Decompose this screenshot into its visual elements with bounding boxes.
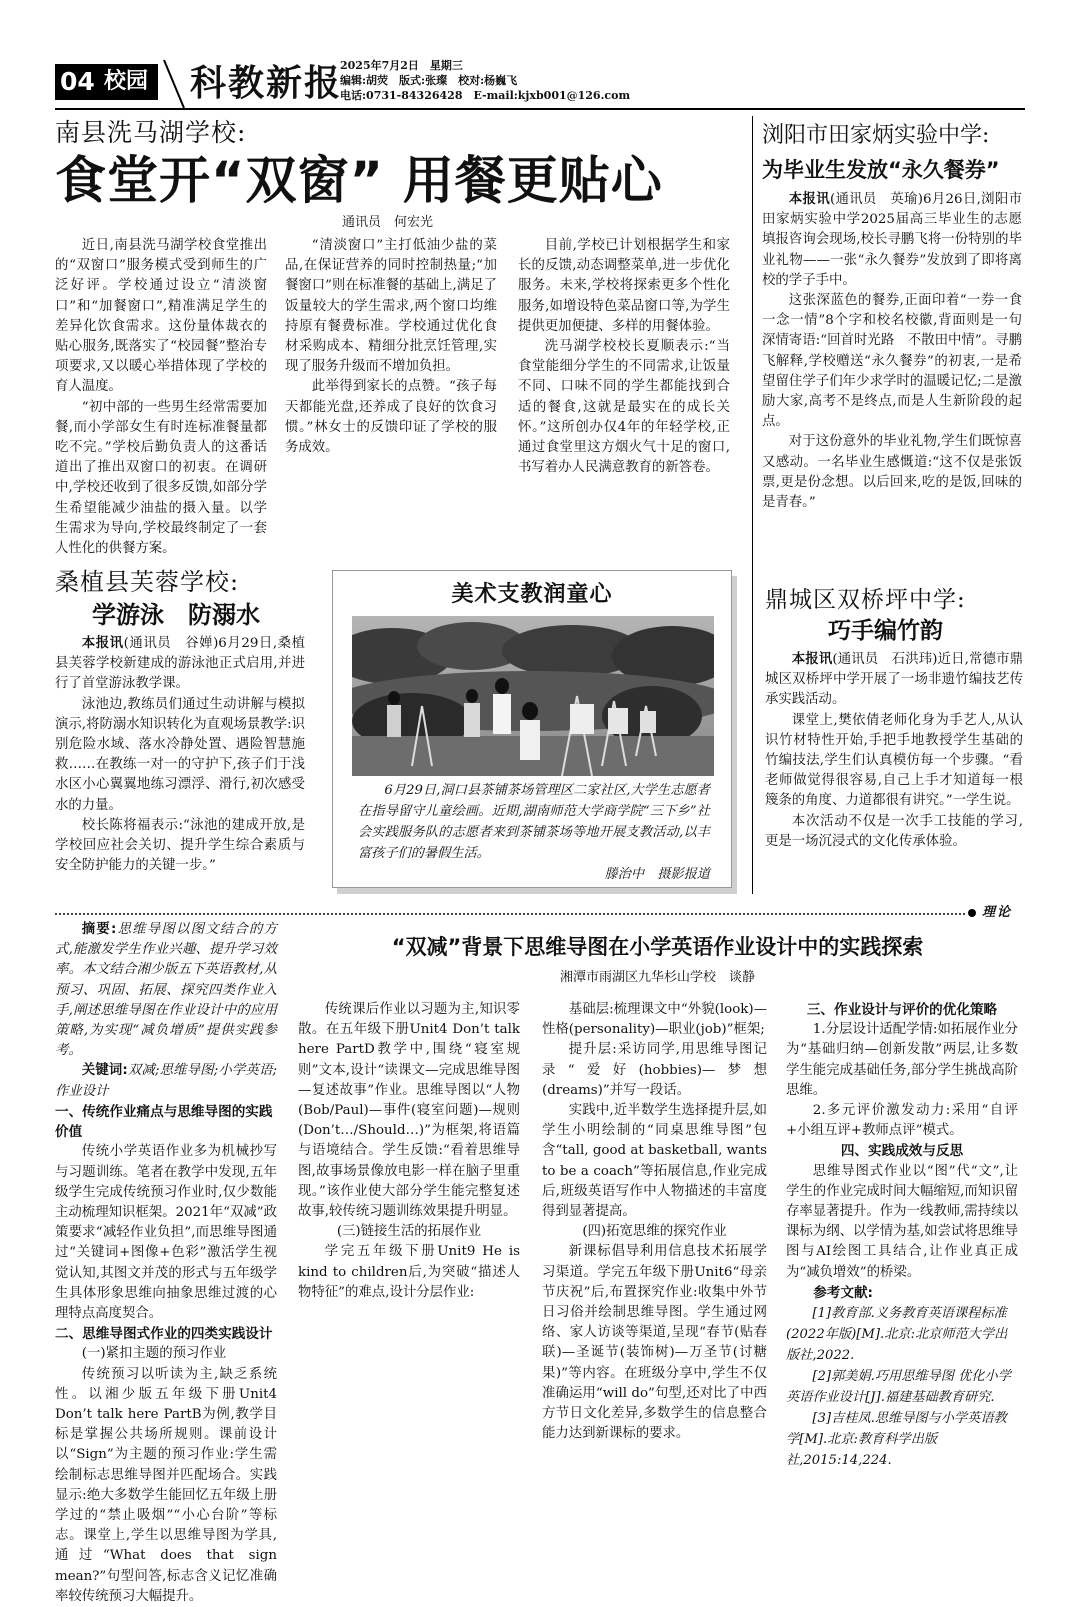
masthead-rule	[55, 108, 1025, 110]
story1-col1	[55, 236, 267, 559]
story3-body	[55, 634, 305, 876]
story4-lead: (通讯员 石洪玮)近日,常德市鼎城区双桥坪中学开展了一场非遗竹编技艺传承实践活动。	[765, 652, 1023, 708]
story3-lead-tag: 本报讯	[81, 636, 124, 651]
story3-kicker: 桑植县芙蓉学校:	[55, 568, 240, 596]
date-line: 2025年7月2日 星期三	[340, 59, 463, 72]
contact-line: 电话:0731-84326428 E-mail:kjxb001@126.com	[340, 89, 631, 102]
story4-kicker: 鼎城区双桥坪中学:	[765, 587, 966, 613]
story2-lead-tag: 本报讯	[788, 192, 830, 207]
story1-col2	[285, 236, 497, 458]
story4-lead-tag: 本报讯	[791, 652, 833, 667]
story2-paragraph: 这张深蓝色的餐券,正面印着“一券一食 一念一情”8个字和校名校徽,背面则是一句深情寄语:“回首时光路 不散田中情”。寻鹏飞解释,学校赠送“永久餐券”的初衷,一是希望留住学子们年少求学时的温暖记忆;二是激励大家,高考不是终点,而是人生新阶段的起点。	[762, 293, 1036, 430]
story1-paragraph: 洗马湖学校校长夏顺表示:“当食堂能细分学生的不同需求,让饭量不同、口味不同的学生都能找到合适的餐食,这就是最实在的成长关怀。”这所创办仅4年的年轻学校,正通过食堂里这方烟火气十足的窗口,书写着办人民满意教育的新答卷。	[518, 339, 730, 476]
paper2-paragraph: 1.分层设计适配学情:如拓展作业分为“基础归纳—创新发散”两层,让多数学生能完成基础任务,部分学生挑战高阶思维。	[786, 1022, 1018, 1098]
masthead-slash	[160, 58, 190, 110]
abstract-block	[55, 920, 277, 1102]
story1-paragraph: “初中部的一些男生经常需要加餐,而小学部女生有时连标准餐量都吃不完。”学校后勤负责人的这番话道出了推出双窗口的初衷。在调研中,学校还收到了很多反馈,如部分学生希望能减少油盐的摄入量。以学生需求为导向,学校最终制定了一套人性化的供餐方案。	[55, 399, 267, 557]
keywords-label: 关键词:	[81, 1063, 128, 1079]
story2-headline: 为毕业生发放“永久餐券”	[762, 158, 1000, 182]
paper2-paragraph: 2.多元评价激发动力:采用“自评+小组互评+教师点评”模式。	[786, 1103, 1018, 1139]
story1-paragraph: 目前,学校已计划根据学生和家长的反馈,动态调整菜单,进一步优化服务。未来,学校将探索更多个性化服务,如增设特色菜品窗口等,为学生提供更加便捷、多样的用餐体验。	[518, 238, 730, 334]
abstract-text: 思维导图以图文结合的方式,能激发学生作业兴趣、提升学习效率。本文结合湘少版五下英语教材,从预习、巩固、拓展、探究四类作业入手,阐述思维导图在作业设计中的应用策略,为实现“减负增质”提供实践参考。	[55, 922, 277, 1059]
story2-paragraph: 对于这份意外的毕业礼物,学生们既惊喜又感动。一名毕业生感慨道:“这不仅是张饭票,更是份念想。以后回来,吃的是饭,回味的是青春。”	[762, 434, 1022, 511]
paper2-paragraph: 传统课后作业以习题为主,知识零散。在五年级下册Unit4 Don’t talk here PartD教学中,围绕“寝室规则”文本,设计“读课文—完成思维导图—复述故事”作业。思维导图以“人物(Bob/Paul)—事件(寝室问题)—规则(Don’t…/Should…)”为框架,将语篇与语境结合。学生反馈:“看着思维导图,故事场景像放电影一样在脑子里重现。”该作业使大部分学生能完整复述故事,较传统习题训练效果提升明显。	[298, 1002, 520, 1220]
photo-caption-text: 6月29日,洞口县茶铺茶场管理区二家社区,大学生志愿者在指导留守儿童绘画。近期,湖南师范大学商学院“三下乡”社会实践服务队的志愿者来到茶铺茶场等地开展支教活动,以丰富孩子们的暑假生活。	[358, 783, 710, 861]
story3-paragraph: 校长陈将福表示:“泳池的建成开放,是学校回应社会关切、提升学生综合素质与安全防护能力的关键一步。”	[55, 817, 305, 874]
photo-title: 美术支教润童心	[451, 581, 613, 607]
paper2-paragraph: 提升层:采访同学,用思维导图记录“爱好(hobbies)—梦想(dreams)”并写一段话。	[542, 1042, 767, 1098]
story1-paragraph: 此举得到家长的点赞。“孩子每天都能光盘,还养成了良好的饮食习惯。”林女士的反馈印证了学校的服务成效。	[285, 379, 497, 456]
paper2-author: 湘潭市雨湖区九华杉山学校 谈静	[559, 970, 755, 985]
story3-lead: (通讯员 谷婵)6月29日,桑植县芙蓉学校新建成的游泳池正式启用,并进行了首堂游泳教学课。	[55, 636, 306, 692]
references-title: 参考文献:	[813, 1284, 873, 1301]
paper2-paragraph: 新课标倡导利用信息技术拓展学习渠道。学完五年级下册Unit6“母亲节庆祝”后,布置探究作业:收集中外节日习俗并绘制思维导图。学生通过网络、家人访谈等渠道,呈现“春节(贴春联)—圣诞节(装饰树)—万圣节(讨糖果)”等内容。在班级分享中,学生不仅准确运用“will do”句型,还对比了中西方节日文化差异,多数学生的信息整合能力达到新课标的要求。	[542, 1244, 767, 1442]
photo-image	[352, 616, 714, 776]
paper2-col2	[298, 1000, 520, 1303]
story2-body	[762, 190, 1036, 513]
story4-paragraph: 本次活动不仅是一次手工技能的学习,更是一场沉浸式的文化传承体验。	[765, 813, 1023, 849]
section-tag: 理论	[982, 905, 1013, 920]
heading-2: 二、思维导图式作业的四类实践设计	[55, 1326, 273, 1343]
keywords-text: 双减;思维导图;小学英语;作业设计	[55, 1063, 277, 1099]
story1-byline: 通讯员 何宏光	[342, 215, 434, 230]
page-number: 04	[60, 67, 95, 96]
story4-body	[765, 650, 1023, 852]
abstract-label: 摘要:	[81, 922, 117, 937]
story1-col3	[518, 236, 730, 478]
reference-item: [3]吉桂凤.思维导图与小学英语教学[M].北京:教育科学出版社,2015:14,224.	[786, 1411, 1007, 1469]
story2-lead: (通讯员 英瑜)6月26日,浏阳市田家炳实验中学2025届高三毕业生的志愿填报咨询会现场,校长寻鹏飞将一份特别的毕业礼物——一张“永久餐券”发放到了即将离校的学子手中。	[762, 192, 1023, 288]
paper2-col1	[55, 1102, 277, 1607]
story4-headline: 巧手编竹韵	[828, 618, 943, 644]
story1-paragraph: “清淡窗口”主打低油少盐的菜品,在保证营养的同时控制热量;“加餐窗口”则在标准餐的基础上,满足了饭量较大的学生需求,两个窗口均维持原有餐费标准。学校通过优化食材采购成本、精细分批烹饪管理,实现了服务升级而不增加负担。	[285, 238, 497, 375]
heading-1: 一、传统作业痛点与思维导图的实践价值	[55, 1104, 273, 1141]
reference-item: [2]郭美娟.巧用思维导图 优化小学英语作业设计[J].福建基础教育研究.	[786, 1369, 1011, 1406]
subheading-3: (三)链接生活的拓展作业	[336, 1224, 482, 1240]
heading-3: 三、作业设计与评价的优化策略	[806, 1002, 998, 1018]
photo-caption	[358, 780, 710, 885]
story1-kicker: 南县洗马湖学校:	[55, 118, 247, 147]
editors-line: 编辑:胡荧 版式:张璨 校对:杨巍飞	[340, 74, 518, 87]
subheading-4: (四)拓宽思维的探究作业	[582, 1224, 727, 1240]
section-name: 校园	[104, 69, 149, 94]
reference-item: [1]教育部.义务教育英语课程标准(2022年版)[M].北京:北京师范大学出版社,2022.	[786, 1306, 1008, 1364]
paper2-col3	[542, 1000, 767, 1444]
paper2-paragraph: 思维导图式作业以“图”代“文”,让学生的作业完成时间大幅缩短,而知识留存率显著提升。作为一线教师,需持续以课标为纲、以学情为基,如尝试将思维导图与AI绘图工具结合,让作业真正成为“减负增效”的桥梁。	[786, 1163, 1018, 1280]
section-divider	[55, 913, 965, 915]
paper2-paragraph: 传统预习以听读为主,缺乏系统性。以湘少版五年级下册Unit4 Don’t talk here PartB为例,教学目标是掌握公共场所规则。课前设计以“Sign”为主题的预习作业:学生需绘制标志思维导图并匹配场合。实践显示:绝大多数学生能回忆五年级上册学过的“禁止吸烟”“小心台阶”等标志。课堂上,学生以思维导图为学具,通过“What does that sign mean?”句型问答,标志含义记忆准确率较传统预习大幅提升。	[55, 1366, 277, 1604]
heading-4: 四、实践成效与反思	[840, 1143, 964, 1160]
story3-paragraph: 泳池边,教练员们通过生动讲解与模拟演示,将防溺水知识转化为直观场景教学:识别危险水域、落水冷静处置、遇险智慧施救……在教练一对一的守护下,孩子们于浅水区小心翼翼地练习漂浮、滑行,初次感受水的力量。	[55, 696, 305, 813]
story2-kicker: 浏阳市田家炳实验中学:	[762, 123, 990, 148]
paper2-paragraph: 学完五年级下册Unit9 He is kind to children后,为突破“描述人物特征”的难点,设计分层作业:	[298, 1244, 520, 1300]
section-bullet-icon	[968, 909, 976, 917]
story1-headline: 食堂开“双窗” 用餐更贴心	[55, 152, 663, 211]
story1-paragraph: 近日,南县洗马湖学校食堂推出的“双窗口”服务模式受到师生的广泛好评。学校通过设立“清淡窗口”和“加餐窗口”,精准满足学生的差异化饮食需求。这份量体裁衣的贴心服务,既落实了“校园餐”整治专项要求,又以暖心举措体现了学校的育人温度。	[55, 238, 267, 395]
paper2-paragraph: 实践中,近半数学生选择提升层,如学生小明绘制的“同桌思维导图”包含“tall, good at basketball, wants to be a coach”等拓展信息,作业完成后,班级英语写作中人物描述的丰富度得到显著提高。	[542, 1103, 767, 1220]
paper2-paragraph: 传统小学英语作业多为机械抄写与习题训练。笔者在教学中发现,五年级学生完成传统预习作业时,仅少数能主动梳理知识框架。2021年“双减”政策要求“减轻作业负担”,而思维导图通过“关键词+图像+色彩”激活学生视觉认知,其图文并茂的形式与五年级学生具体形象思维向抽象思维过渡的心理特点高度契合。	[55, 1144, 277, 1322]
photo-credit: 滕治中 摄影报道	[604, 867, 710, 882]
column-divider	[752, 116, 753, 894]
story4-paragraph: 课堂上,樊依倩老师化身为手艺人,从认识竹材特性开始,手把手地教授学生基础的竹编技法,学生们认真模仿每一个步骤。“看老师做觉得很容易,自己上手才知道每一根篾条的角度、力道都很有讲究。”一学生说。	[765, 712, 1023, 809]
story3-headline: 学游泳 防溺水	[92, 601, 260, 629]
paper-name: 科教新报	[190, 62, 343, 104]
paper2-paragraph: 基础层:梳理课文中“外貌(look)—性格(personality)—职业(job)”框架;	[542, 1002, 767, 1038]
paper2-col4	[786, 1000, 1018, 1471]
paper2-title: “双减”背景下思维导图在小学英语作业设计中的实践探索	[391, 935, 924, 959]
subheading-1: (一)紧扣主题的预习作业	[81, 1346, 227, 1362]
